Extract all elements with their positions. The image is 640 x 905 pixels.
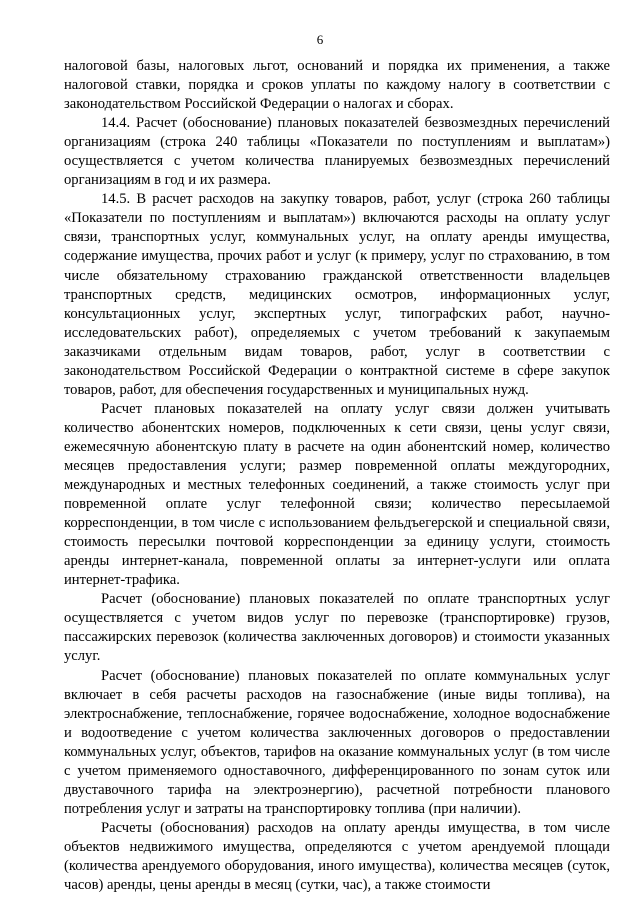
paragraph-property-rent: Расчеты (обоснования) расходов на оплату аренды имущества, в том числе объектов недвижимого имущества, определяются с учетом арендуемой площади (количества арендуемого оборудования, иного имущества), количества месяцев (суток, часов) аренды, цены аренды в месяц (сутки, час), а также стоимости [64, 819, 610, 894]
paragraph-14-5-procurement: 14.5. В расчет расходов на закупку товаров, работ, услуг (строка 260 таблицы «Показатели по поступлениям и выплатам») включаются расходы на оплату услуг связи, транспортных услуг, коммунальных услуг, на оплату аренды имущества, содержание имущества, прочих работ и услуг (к примеру, услуг по страхованию, в том числе обязательному страхованию гражданской ответственности владельцев транспортных средств, медицинских осмотров, информационных услуг, консультационных услуг, экспертных услуг, типографских работ, научно-исследовательских работ), определяемых с учетом требований к закупаемым заказчиками отдельным видам товаров, работ, услуг в соответствии с законодательством Российской Федерации о контрактной системе в сфере закупок товаров, работ, для обеспечения государственных и муниципальных нужд. [64, 191, 610, 398]
paragraph-transport-services: Расчет (обоснование) плановых показателей по оплате транспортных услуг осуществляется с учетом видов услуг по перевозке (транспортировке) грузов, пассажирских перевозок (количества заключенных договоров) и стоимости указанных услуг. [64, 591, 610, 665]
paragraph-communication-services: Расчет плановых показателей на оплату услуг связи должен учитывать количество абонентских номеров, подключенных к сети связи, цены услуг связи, ежемесячную абонентскую плату в расчете на один абонентский номер, количество месяцев предоставления услуги; размер повременной оплаты междугородних, международных и местных телефонных соединений, а также стоимость услуг при повременной оплате услуг телефонной связи; количество пересылаемой корреспонденции, в том числе с использованием фельдъегерской и специальной связи, стоимость пересылки почтовой корреспонденции за единицу услуги, стоимость аренды интернет-канала, повременной оплаты за интернет-услуги или оплата интернет-трафика. [64, 400, 610, 589]
paragraph-utility-services: Расчет (обоснование) плановых показателей по оплате коммунальных услуг включает в себя расчеты расходов на газоснабжение (иные виды топлива), на электроснабжение, теплоснабжение, горячее водоснабжение, холодное водоснабжение и водоотведение с учетом количества заключенных договоров о предоставлении коммунальных услуг, объектов, тарифов на оказание коммунальных услуг (в том числе с учетом применяемого одноставочного, дифференцированного по зонам суток или двуставочного тарифа на электроэнергию), расчетной потребности планового потребления услуг и затраты на транспортировку топлива (при наличии). [64, 667, 610, 817]
document-body [64, 57, 610, 895]
paragraph-14-4-grants: 14.4. Расчет (обоснование) плановых показателей безвозмездных перечислений организациям (строка 240 таблицы «Показатели по поступлениям и выплатам») осуществляется с учетом количества планируемых безвозмездных перечислений организациям в год и их размера. [64, 115, 610, 189]
page-number: 6 [316, 32, 324, 47]
paragraph-tax-base-continuation: налоговой базы, налоговых льгот, оснований и порядка их применения, а также налоговой ставки, порядка и сроков уплаты по каждому налогу в соответствии с законодательством Российской Федерации о налогах и сборах. [64, 58, 610, 113]
